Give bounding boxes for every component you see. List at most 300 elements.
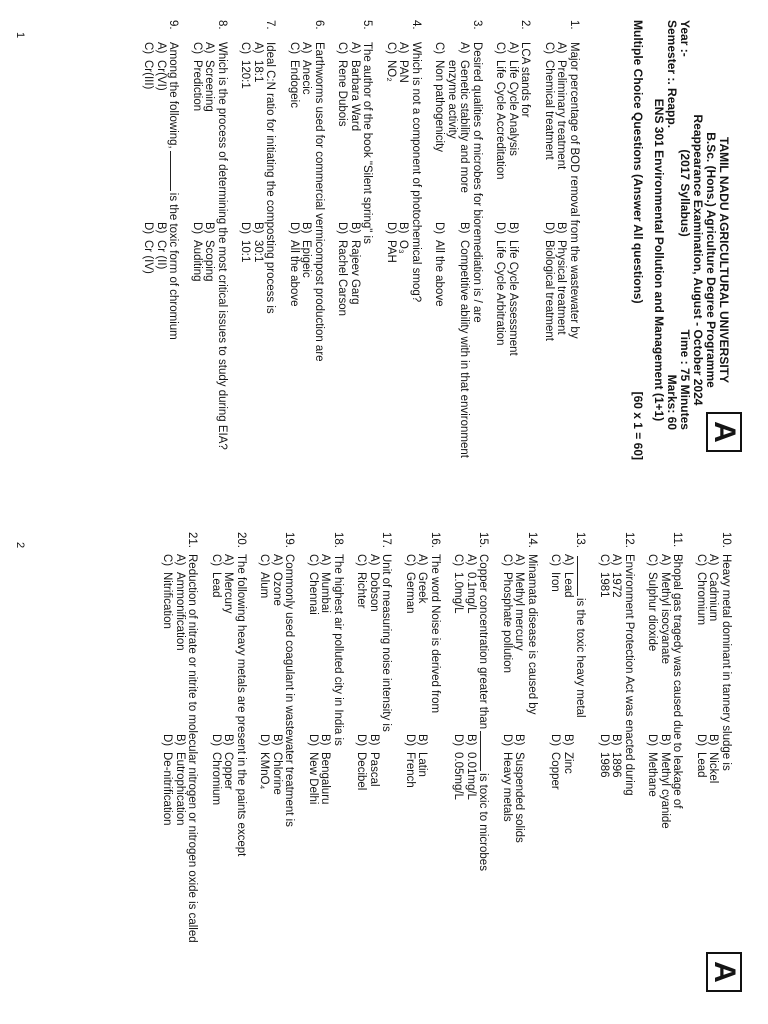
option	[404, 734, 417, 1002]
option-letter: B)	[203, 222, 216, 234]
option-text: Dobson	[368, 572, 380, 612]
option-text: Richter	[355, 572, 368, 609]
option-text: Screening	[203, 60, 216, 112]
option-text: Zinc	[562, 752, 574, 774]
question-number: 3.	[471, 20, 483, 30]
option-text: PAN	[397, 60, 410, 83]
option	[161, 734, 174, 1002]
option-text: Life Cycle Analysis	[507, 60, 519, 156]
options-grid	[452, 554, 477, 1002]
question-stem	[167, 20, 180, 490]
option-letter: C)	[433, 42, 446, 55]
question-text: Environment Protection Act was enacted during	[623, 554, 635, 796]
question-item	[598, 532, 636, 1002]
option	[258, 734, 271, 1002]
question-text: The author of the book "Silent spring" is	[361, 42, 374, 244]
option	[271, 734, 284, 1002]
option-text: Nitrification	[161, 572, 174, 629]
option-text: Ammonification	[174, 572, 186, 651]
question-text-post: is toxic to microbes	[477, 773, 490, 871]
question-stem	[264, 20, 277, 490]
option	[155, 222, 168, 490]
exam-session: Reappearance Examination, August - October 2024	[691, 114, 705, 406]
option-letter: C)	[239, 42, 252, 55]
marks-label: Marks: 60	[665, 374, 679, 430]
option	[161, 554, 174, 734]
question-text: Which is the process of determining the most critical issues to study during EIA?	[216, 42, 228, 450]
section-heading	[631, 20, 644, 500]
option	[252, 222, 265, 490]
option-text: Alum	[258, 572, 271, 599]
option-letter: A)	[416, 554, 429, 566]
option	[191, 222, 204, 490]
question-stem	[332, 532, 345, 1002]
option-letter: A)	[203, 42, 216, 54]
option-letter: A)	[562, 554, 574, 566]
semester-label: Semester :. Reapp.	[665, 20, 679, 129]
option	[610, 734, 623, 1002]
option-text: Chemical treatment	[543, 60, 555, 160]
fill-in-blank	[481, 731, 482, 771]
question-list	[150, 532, 732, 1002]
question-stem	[429, 532, 442, 1002]
option-letter: A)	[555, 42, 568, 54]
option-letter: B)	[513, 734, 526, 746]
question-item	[288, 20, 326, 490]
option-letter: A)	[271, 554, 283, 566]
option-letter: D)	[549, 734, 562, 747]
option-letter: D)	[494, 222, 507, 235]
option-letter: B)	[222, 734, 235, 746]
option	[695, 734, 708, 1002]
options-grid	[191, 42, 216, 490]
exam-page-2	[0, 512, 768, 1024]
option-text: Scoping	[203, 240, 216, 282]
question-number: 19.	[283, 532, 296, 548]
question-text: The following heavy metals are present in the paints except	[235, 554, 247, 857]
option	[659, 554, 672, 734]
question-stem	[568, 20, 581, 490]
option-text: KMnO₄	[258, 752, 271, 790]
option-letter: D)	[695, 734, 707, 747]
question-item	[336, 20, 374, 490]
option-text: Life Cycle Arbitration	[494, 240, 507, 346]
option-text: Rene Dubois	[336, 60, 349, 127]
option	[433, 42, 446, 222]
option-text: 1896	[610, 752, 623, 778]
option	[555, 42, 568, 222]
option-text: 1.0mg/L	[452, 572, 465, 614]
option-letter: C)	[404, 554, 416, 567]
option-text: All the above	[288, 240, 300, 307]
option-letter: B)	[465, 734, 477, 746]
option	[507, 222, 520, 490]
question-text: The highest air polluted city in India is	[332, 554, 344, 746]
option	[562, 734, 575, 1002]
option-text: Decibel	[355, 752, 368, 791]
option-text: 0.01mg/L	[465, 752, 477, 800]
option-text: Nickel	[707, 752, 720, 784]
options-grid	[161, 554, 186, 1002]
option-letter: A)	[252, 42, 264, 54]
question-stem	[380, 532, 393, 1002]
course-title: ENS 301 Environmental Pollution and Management (1+1)	[652, 98, 666, 422]
option-letter: B)	[319, 734, 332, 746]
option-letter: C)	[191, 42, 203, 55]
option-text: 1986	[598, 752, 610, 778]
question-text: Major percentage of BOD removal from the wastewater by	[568, 42, 580, 339]
option-text: Bengaluru	[319, 752, 332, 805]
option-letter: A)	[707, 554, 720, 566]
option-text: PAH	[385, 240, 397, 263]
question-list	[131, 20, 580, 490]
question-item	[695, 532, 733, 1002]
time-label: Time : 75 Minutes	[678, 329, 692, 430]
option-text: Greek	[416, 572, 429, 604]
option	[336, 42, 349, 222]
option-text: Rachel Carson	[336, 240, 349, 317]
option	[659, 734, 672, 1002]
question-item	[142, 20, 180, 490]
option	[355, 554, 368, 734]
option	[494, 222, 507, 490]
option	[562, 554, 575, 734]
option-letter: D)	[210, 734, 222, 747]
option-text: Preliminary treatment	[555, 60, 568, 170]
option	[155, 42, 168, 222]
option	[355, 734, 368, 1002]
fill-in-blank	[171, 151, 172, 191]
question-item	[646, 532, 684, 1002]
question-stem	[526, 532, 539, 1002]
option-text: Pascal	[368, 752, 380, 787]
option-text: Anecic	[300, 60, 313, 95]
option-letter: D)	[646, 734, 659, 747]
option-letter: D)	[385, 222, 397, 235]
option	[416, 734, 429, 1002]
question-text: Desired qualities of microbes for bioremediation is / are	[471, 42, 483, 323]
option-letter: D)	[336, 222, 349, 235]
option-letter: A)	[368, 554, 380, 566]
option-text: Methyl isocyanate	[659, 572, 671, 665]
question-number: 9.	[167, 20, 180, 30]
question-item	[543, 20, 581, 490]
option-text: 18:1	[252, 60, 264, 83]
option-text: New Delhi	[307, 752, 319, 805]
option-text: French	[404, 752, 416, 788]
option-text: Physical treatment	[555, 240, 568, 335]
options-grid	[210, 554, 235, 1002]
option	[465, 554, 478, 734]
option-letter: B)	[397, 222, 410, 234]
question-stem	[283, 532, 296, 1002]
option-text: 1972	[610, 572, 623, 598]
option	[210, 554, 223, 734]
option-letter: D)	[452, 734, 465, 747]
question-text: Reduction of nitrate or nitrite to molecular nitrogen or nitrogen oxide is called	[186, 554, 199, 943]
option	[300, 222, 313, 490]
semester-marks-row	[665, 20, 678, 500]
options-grid	[307, 554, 332, 1002]
question-item	[404, 532, 442, 1002]
question-stem	[519, 20, 532, 490]
question-text: Commonly used coagulant in wastewater treatment is	[283, 554, 296, 827]
option	[494, 42, 507, 222]
option	[397, 42, 410, 222]
question-item	[549, 532, 587, 1002]
option-letter: C)	[258, 554, 271, 567]
question-stem	[720, 532, 733, 1002]
question-text	[477, 554, 490, 1002]
option	[695, 554, 708, 734]
option	[646, 734, 659, 1002]
option-letter: A)	[397, 42, 410, 54]
option-text: Life Cycle Assessment	[507, 240, 519, 356]
page-number: 2	[14, 542, 26, 549]
question-number: 20.	[235, 532, 247, 548]
question-number: 13.	[574, 532, 587, 548]
option	[501, 734, 514, 1002]
options-grid	[501, 554, 526, 1002]
option-text: Eutrophication	[174, 752, 186, 826]
option	[319, 734, 332, 1002]
option-text: O₃	[397, 240, 410, 254]
year-label: Year :-	[678, 20, 692, 57]
question-item	[385, 20, 423, 490]
option-letter: B)	[507, 222, 519, 234]
option-text: Competitive ability with in that environment	[458, 240, 471, 458]
option	[543, 42, 556, 222]
option-text: Non pathogenicity	[433, 60, 446, 153]
option	[446, 222, 471, 490]
option-letter: A)	[222, 554, 235, 566]
option-letter: D)	[161, 734, 174, 747]
option	[397, 222, 410, 490]
options-grid	[288, 42, 313, 490]
question-item	[494, 20, 532, 490]
option-letter: C)	[210, 554, 222, 567]
option	[543, 222, 556, 490]
option-text: 120:1	[239, 60, 252, 89]
option-letter: C)	[307, 554, 319, 567]
option-text: German	[404, 572, 416, 614]
question-text: The word Noise is derived from	[429, 554, 441, 714]
question-text: Earthworms used for commercial vermicompost production are	[313, 42, 325, 362]
option-text: Phosphate pollution	[501, 572, 513, 674]
option	[239, 42, 252, 222]
option	[549, 734, 562, 1002]
question-number: 16.	[429, 532, 441, 548]
option	[368, 554, 381, 734]
option	[513, 554, 526, 734]
option-letter: D)	[239, 222, 252, 235]
option-letter: C)	[549, 554, 562, 567]
option-letter: C)	[452, 554, 465, 567]
option-text: Chennai	[307, 572, 319, 615]
option-text: Cr (IV)	[142, 240, 155, 274]
options-grid	[239, 42, 264, 490]
option	[258, 554, 271, 734]
option-letter: B)	[562, 734, 574, 746]
option-letter: D)	[501, 734, 513, 747]
options-grid	[433, 42, 471, 490]
option-text: Cadmium	[707, 572, 720, 622]
option-text: Endogeic	[288, 60, 300, 108]
option	[300, 42, 313, 222]
option-text: Cr(VI)	[155, 60, 167, 91]
option-letter: A)	[300, 42, 313, 54]
option-letter: C)	[355, 554, 368, 567]
question-item	[433, 20, 483, 490]
question-number: 21.	[186, 532, 199, 548]
option	[385, 42, 398, 222]
option-text: De-nitrification	[161, 752, 174, 826]
option-text: Heavy metals	[501, 752, 513, 822]
question-item	[191, 20, 229, 490]
option-letter: C)	[161, 554, 174, 567]
option	[707, 734, 720, 1002]
question-number: 5.	[361, 20, 374, 30]
option	[174, 734, 187, 1002]
option-letter: A)	[513, 554, 526, 566]
option-text: 10:1	[239, 240, 252, 263]
option-letter: C)	[598, 554, 610, 567]
question-number: 1.	[568, 20, 580, 30]
option-text: Lead	[210, 572, 222, 598]
option-text: 1981	[598, 572, 610, 598]
option-letter: B)	[610, 734, 623, 746]
option-letter: C)	[385, 42, 397, 55]
option	[555, 222, 568, 490]
option-text: Mercury	[222, 572, 235, 614]
option-letter: D)	[307, 734, 319, 747]
option-text: Latin	[416, 752, 429, 777]
option-letter: C)	[336, 42, 349, 55]
question-number: 18.	[332, 532, 344, 548]
option	[210, 734, 223, 1002]
option-text: 30:1	[252, 240, 264, 263]
option	[404, 554, 417, 734]
options-grid	[646, 554, 671, 1002]
option-text: 0.05mg/L	[452, 752, 465, 800]
question-number: 15.	[477, 532, 490, 548]
options-grid	[404, 554, 429, 1002]
question-stem	[361, 20, 374, 490]
question-item	[452, 532, 490, 1002]
question-stem	[671, 532, 684, 1002]
option-letter: A)	[349, 42, 361, 54]
year-time-row	[678, 20, 691, 500]
option-text: Barbara Ward	[349, 60, 361, 132]
university-name: TAMIL NADU AGRICULTURAL UNIVERSITY	[717, 137, 731, 383]
option-letter: B)	[659, 734, 671, 746]
option	[452, 734, 465, 1002]
option-letter: C)	[501, 554, 513, 567]
question-item	[307, 532, 345, 1002]
option-text: Mumbai	[319, 572, 332, 613]
option	[446, 42, 471, 222]
option-text: Copper	[549, 752, 562, 790]
section-marks: [60 x 1 = 60]	[631, 391, 645, 460]
option	[222, 734, 235, 1002]
option-letter: D)	[191, 222, 203, 235]
option-text: Cr(III)	[142, 60, 155, 90]
option-letter: D)	[598, 734, 610, 747]
option	[142, 42, 155, 222]
question-stem	[477, 532, 490, 1002]
option	[319, 554, 332, 734]
option	[203, 42, 216, 222]
question-item	[239, 20, 277, 490]
options-grid	[336, 42, 361, 490]
question-stem	[313, 20, 326, 490]
option	[610, 554, 623, 734]
question-item	[258, 532, 296, 1002]
section-title: Multiple Choice Questions (Answer All questions)	[631, 20, 645, 304]
question-text	[574, 554, 587, 1002]
question-number: 8.	[216, 20, 228, 30]
option	[452, 554, 465, 734]
options-grid	[258, 554, 283, 1002]
question-number: 17.	[380, 532, 393, 548]
question-stem	[235, 532, 248, 1002]
option-letter: D)	[433, 222, 446, 235]
option	[646, 554, 659, 734]
question-stem	[623, 532, 636, 1002]
option-text: Methane	[646, 752, 659, 797]
option	[307, 554, 320, 734]
option-letter: C)	[695, 554, 707, 567]
option-letter: B)	[416, 734, 429, 746]
option-letter: C)	[543, 42, 555, 55]
option	[598, 734, 611, 1002]
question-number: 12.	[623, 532, 635, 548]
option-letter: A)	[465, 554, 477, 566]
option	[349, 222, 362, 490]
question-text: Bhopal gas tragedy was caused due to leakage of	[671, 554, 684, 809]
option-letter: B)	[707, 734, 720, 746]
option-letter: B)	[252, 222, 264, 234]
option	[239, 222, 252, 490]
option-letter: D)	[258, 734, 271, 747]
option-letter: A)	[458, 42, 471, 54]
option-letter: D)	[288, 222, 300, 235]
option-letter: D)	[543, 222, 555, 235]
question-number: 6.	[313, 20, 325, 30]
question-stem	[216, 20, 229, 490]
question-text-post: is the toxic form of chromium	[167, 192, 180, 340]
option-text: Lead	[695, 752, 707, 778]
option-text: Ozone	[271, 572, 283, 606]
option-letter: B)	[174, 734, 186, 746]
question-stem	[186, 532, 199, 1002]
option-text: Life Cycle Accreditation	[494, 60, 507, 180]
set-code-box: A	[706, 952, 742, 992]
option	[501, 554, 514, 734]
question-text-post: is the toxic heavy metal	[574, 598, 587, 718]
option-letter: B)	[458, 222, 471, 234]
option-letter: A)	[174, 554, 186, 566]
question-text-pre: Among the following,	[167, 42, 180, 149]
option-text: Iron	[549, 572, 562, 592]
option-letter: C)	[494, 42, 507, 55]
option-text: Biological treatment	[543, 240, 555, 341]
option	[598, 554, 611, 734]
option-letter: B)	[271, 734, 283, 746]
option-text: Copper	[222, 752, 235, 790]
option	[549, 554, 562, 734]
option-text: Auditing	[191, 240, 203, 282]
